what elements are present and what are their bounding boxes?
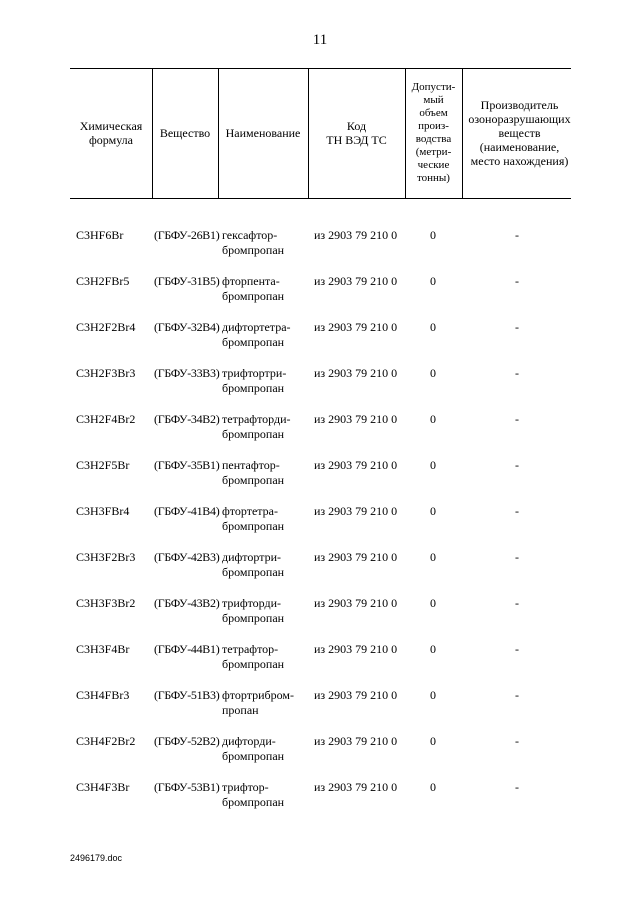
header-line: мый: [423, 94, 444, 106]
header-line: озоноразрушающих: [468, 112, 571, 126]
cell-substance: (ГБФУ-26В1): [154, 228, 220, 242]
header-text: [326, 119, 386, 147]
cell-substance: (ГБФУ-35В1): [154, 458, 220, 472]
table-row: [0, 366, 640, 412]
header-substance: [152, 68, 218, 198]
header-text: [226, 126, 301, 140]
header-line: объем: [419, 107, 448, 119]
header-line: водства: [415, 133, 452, 145]
cell-producer: -: [515, 734, 519, 748]
cell-volume: 0: [430, 274, 436, 288]
cell-producer: -: [515, 780, 519, 794]
cell-substance: (ГБФУ-41В4): [154, 504, 220, 518]
cell-substance: (ГБФУ-34В2): [154, 412, 220, 426]
cell-name-line: бромпропан: [222, 381, 285, 395]
cell-formula: C3H2F2Br4: [76, 320, 136, 334]
cell-volume: 0: [430, 734, 436, 748]
header-line: ческие: [417, 159, 450, 171]
cell-volume: 0: [430, 642, 436, 656]
table-row: [0, 780, 640, 826]
header-producer: [462, 68, 577, 198]
cell-code: из 2903 79 210 0: [314, 642, 398, 656]
cell-volume: 0: [430, 504, 436, 518]
header-line: ТН ВЭД ТС: [326, 133, 387, 147]
page-number: 11: [312, 32, 328, 48]
header-line: Наименование: [225, 126, 301, 140]
cell-substance: (ГБФУ-42В3): [154, 550, 220, 564]
cell-name-line: бромпропан: [222, 565, 285, 579]
header-text: [468, 98, 570, 168]
table-row: [0, 504, 640, 550]
cell-name: [222, 780, 284, 810]
cell-name: [222, 504, 284, 534]
cell-name: [222, 596, 284, 626]
footer-filename: 2496179.doc: [70, 853, 123, 863]
cell-name: [222, 320, 291, 350]
header-line: место нахождения): [470, 154, 569, 168]
cell-code: из 2903 79 210 0: [314, 320, 398, 334]
cell-substance: (ГБФУ-43В2): [154, 596, 220, 610]
cell-volume: 0: [430, 320, 436, 334]
header-line: произ-: [418, 120, 449, 132]
cell-producer: -: [515, 274, 519, 288]
cell-volume: 0: [430, 688, 436, 702]
header-name: [218, 68, 308, 198]
cell-formula: C3H2F5Br: [76, 458, 130, 472]
cell-formula: C3H3FBr4: [76, 504, 130, 518]
cell-code: из 2903 79 210 0: [314, 458, 398, 472]
cell-substance: (ГБФУ-32В4): [154, 320, 220, 334]
cell-producer: -: [515, 688, 519, 702]
cell-substance: (ГБФУ-52В2): [154, 734, 220, 748]
cell-name-line: бромпропан: [222, 335, 285, 349]
cell-name-line: фторпента-: [222, 274, 280, 288]
header-line: Вещество: [159, 126, 211, 140]
cell-code: из 2903 79 210 0: [314, 228, 398, 242]
header-line: Код: [346, 119, 367, 133]
table-row: [0, 688, 640, 734]
cell-name-line: бромпропан: [222, 749, 285, 763]
cell-code: из 2903 79 210 0: [314, 688, 398, 702]
cell-formula: C3HF6Br: [76, 228, 124, 242]
header-text: [412, 81, 456, 185]
cell-name-line: бромпропан: [222, 795, 285, 809]
cell-name-line: дифтортетра-: [222, 320, 291, 334]
cell-producer: -: [515, 504, 519, 518]
cell-name: [222, 458, 284, 488]
header-code: [308, 68, 405, 198]
cell-producer: -: [515, 366, 519, 380]
cell-name: [222, 550, 284, 580]
header-line: формула: [89, 133, 133, 147]
header-line: Допусти-: [411, 81, 456, 93]
cell-volume: 0: [430, 412, 436, 426]
header-line: Химическая: [79, 119, 143, 133]
cell-formula: C3H4FBr3: [76, 688, 130, 702]
cell-formula: C3H3F3Br2: [76, 596, 136, 610]
cell-name: [222, 228, 284, 258]
table-row: [0, 412, 640, 458]
cell-code: из 2903 79 210 0: [314, 412, 398, 426]
cell-producer: -: [515, 320, 519, 334]
cell-code: из 2903 79 210 0: [314, 550, 398, 564]
cell-name-line: трифторди-: [222, 596, 282, 610]
table-row: [0, 596, 640, 642]
cell-name: [222, 688, 294, 718]
cell-volume: 0: [430, 366, 436, 380]
cell-name-line: трифтор-: [222, 780, 269, 794]
cell-producer: -: [515, 642, 519, 656]
cell-name-line: бромпропан: [222, 473, 285, 487]
header-line: тонны): [416, 172, 450, 184]
cell-producer: -: [515, 458, 519, 472]
cell-formula: C3H4F3Br: [76, 780, 130, 794]
cell-substance: (ГБФУ-31В5): [154, 274, 220, 288]
cell-name-line: бромпропан: [222, 243, 285, 257]
cell-formula: C3H2FBr5: [76, 274, 130, 288]
cell-producer: -: [515, 596, 519, 610]
cell-formula: C3H3F4Br: [76, 642, 130, 656]
cell-code: из 2903 79 210 0: [314, 780, 398, 794]
cell-name-line: бромпропан: [222, 427, 285, 441]
cell-substance: (ГБФУ-33В3): [154, 366, 220, 380]
cell-producer: -: [515, 412, 519, 426]
cell-code: из 2903 79 210 0: [314, 274, 398, 288]
cell-substance: (ГБФУ-51В3): [154, 688, 220, 702]
header-line: (метри-: [415, 146, 452, 158]
cell-name-line: трифтортри-: [222, 366, 287, 380]
cell-name-line: пентафтор-: [222, 458, 280, 472]
cell-code: из 2903 79 210 0: [314, 504, 398, 518]
header-volume: [405, 68, 462, 198]
cell-name-line: бромпропан: [222, 611, 285, 625]
cell-name: [222, 734, 284, 764]
table-row: [0, 550, 640, 596]
cell-code: из 2903 79 210 0: [314, 366, 398, 380]
table-header-rule: [70, 198, 571, 199]
cell-formula: C3H2F4Br2: [76, 412, 136, 426]
header-text: [160, 126, 210, 140]
cell-volume: 0: [430, 550, 436, 564]
cell-name: [222, 642, 284, 672]
cell-name: [222, 274, 284, 304]
cell-name-line: дифторди-: [222, 734, 276, 748]
cell-name-line: пропан: [222, 703, 259, 717]
header-formula: [70, 68, 152, 198]
header-text: [80, 119, 143, 147]
header-line: веществ: [498, 126, 541, 140]
cell-name-line: бромпропан: [222, 289, 285, 303]
cell-name-line: фтортрибром-: [222, 688, 294, 702]
cell-name-line: тетрафтор-: [222, 642, 279, 656]
header-line: (наименование,: [479, 140, 560, 154]
header-line: Производитель: [480, 98, 559, 112]
cell-substance: (ГБФУ-53В1): [154, 780, 220, 794]
cell-substance: (ГБФУ-44В1): [154, 642, 220, 656]
cell-producer: -: [515, 228, 519, 242]
cell-name-line: бромпропан: [222, 657, 285, 671]
cell-name-line: тетрафторди-: [222, 412, 291, 426]
cell-producer: -: [515, 550, 519, 564]
cell-formula: C3H3F2Br3: [76, 550, 136, 564]
cell-volume: 0: [430, 228, 436, 242]
cell-volume: 0: [430, 596, 436, 610]
table-row: [0, 642, 640, 688]
cell-name-line: фтортетра-: [222, 504, 278, 518]
cell-name-line: бромпропан: [222, 519, 285, 533]
cell-name-line: дифтортри-: [222, 550, 282, 564]
cell-code: из 2903 79 210 0: [314, 734, 398, 748]
table-row: [0, 320, 640, 366]
cell-formula: C3H4F2Br2: [76, 734, 136, 748]
table-row: [0, 228, 640, 274]
cell-formula: C3H2F3Br3: [76, 366, 136, 380]
table-row: [0, 458, 640, 504]
cell-name-line: гексафтор-: [222, 228, 278, 242]
cell-code: из 2903 79 210 0: [314, 596, 398, 610]
cell-name: [222, 412, 291, 442]
cell-volume: 0: [430, 780, 436, 794]
cell-volume: 0: [430, 458, 436, 472]
cell-name: [222, 366, 286, 396]
table-row: [0, 274, 640, 320]
table-row: [0, 734, 640, 780]
